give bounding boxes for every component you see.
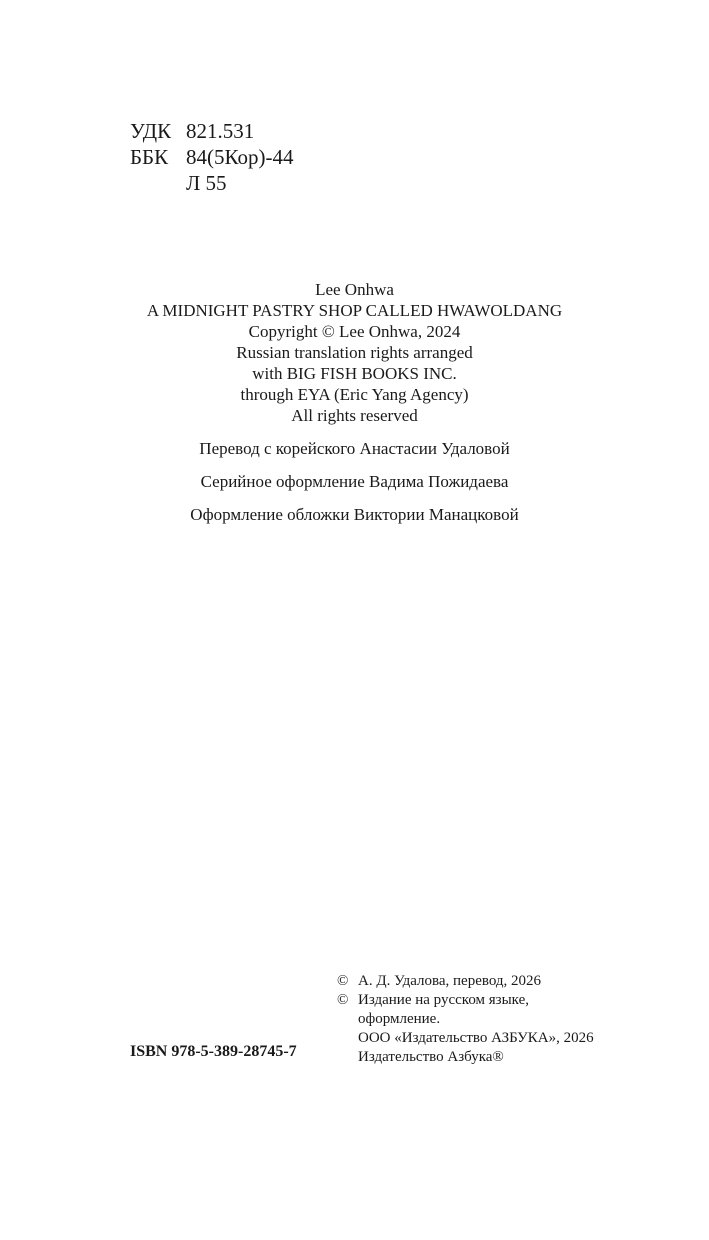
- bbk-value: 84(5Кор)-44: [186, 145, 294, 169]
- udk-label: УДК: [130, 119, 172, 143]
- cover-design-credit: Оформление обложки Виктории Манацковой: [190, 505, 519, 524]
- rights-block: [0, 279, 709, 426]
- author-mark: Л 55: [186, 171, 227, 195]
- edition-copyright-line-3: ООО «Издательство АЗБУКА», 2026: [358, 1030, 594, 1046]
- copyright-entry-translation: [337, 972, 594, 991]
- author-mark-row: [130, 170, 293, 196]
- original-author: Lee Onhwa: [315, 280, 394, 299]
- edition-copyright-line-2: оформление.: [358, 1011, 441, 1027]
- classification-block: [130, 118, 293, 196]
- series-design-credit: Серийное оформление Вадима Пожидаева: [200, 472, 509, 491]
- original-copyright: Copyright © Lee Onhwa, 2024: [248, 322, 461, 341]
- copyright-block: [337, 972, 594, 1067]
- copyright-symbol: ©: [337, 973, 349, 989]
- bbk-label: ББК: [130, 145, 169, 169]
- rights-agency: through EYA (Eric Yang Agency): [240, 385, 469, 404]
- bbk-row: [130, 144, 293, 170]
- udk-row: [130, 118, 293, 144]
- udk-value: 821.531: [186, 119, 255, 143]
- edition-copyright-line-4: Издательство Азбука®: [358, 1049, 504, 1065]
- translator-credit: Перевод с корейского Анастасии Удаловой: [199, 439, 510, 458]
- edition-copyright-line-1: Издание на русском языке,: [358, 992, 529, 1008]
- copyright-symbol: ©: [337, 992, 349, 1008]
- rights-reserved: All rights reserved: [291, 406, 418, 425]
- isbn: ISBN 978-5-389-28745-7: [130, 1043, 297, 1060]
- copyright-entry-edition: [337, 991, 594, 1067]
- rights-holder: with BIG FISH BOOKS INC.: [252, 364, 457, 383]
- original-title: A MIDNIGHT PASTRY SHOP CALLED HWAWOLDANG: [146, 301, 563, 320]
- translation-copyright: А. Д. Удалова, перевод, 2026: [358, 973, 542, 989]
- translation-rights: Russian translation rights arranged: [236, 343, 473, 362]
- credits-block: [0, 438, 709, 537]
